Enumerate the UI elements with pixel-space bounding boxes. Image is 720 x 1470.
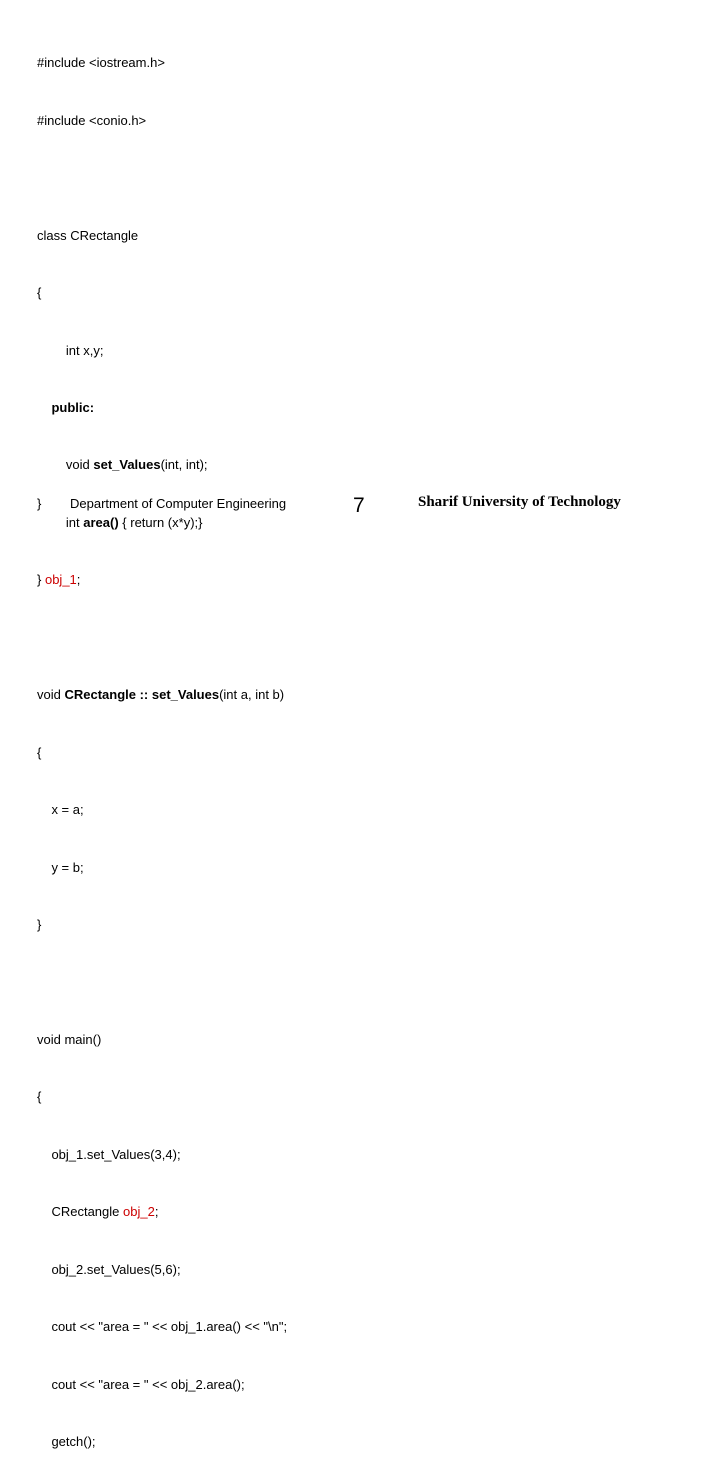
code-line: cout << "area = " << obj_1.area() << "\n"; [37,1319,288,1335]
object-name-highlight: obj_1 [44,572,77,588]
code-line: { [37,744,42,760]
footer-department: Department of Computer Engineering [70,496,287,511]
code-line: obj_2.set_Values(5,6); [37,1261,181,1277]
object-name-highlight: obj_2 [123,1204,155,1220]
code-line: { [37,1089,42,1105]
code-listing [37,15,287,1470]
code-line [37,513,287,532]
code-line: #include <conio.h> [37,112,147,128]
blank-line [37,168,287,187]
code-text: (int, int); [160,457,208,473]
code-line: } [37,917,42,933]
method-name: area() [83,514,119,530]
code-line: getch(); [37,1434,96,1450]
code-line: int x,y; [37,342,104,358]
code-line: void main() [37,1032,102,1048]
code-text: (int a, int b) [219,687,285,703]
code-line: public: [37,400,95,416]
code-text: ; [154,1204,159,1220]
code-text: void [37,687,65,703]
code-text: { return (x*y);} [118,514,203,530]
code-line: x = a; [37,802,84,818]
code-line: y = b; [37,859,84,875]
method-name: set_Values [93,457,161,473]
code-line [37,226,287,245]
code-text: int [37,514,84,530]
code-line: { [37,285,42,301]
code-text: } [37,572,45,588]
class-name: CRectangle [37,1204,123,1220]
code-line [37,455,287,474]
method-name: CRectangle :: set_Values [64,687,220,703]
code-line [37,1202,287,1221]
code-line [37,685,287,704]
code-text: ; [76,572,81,588]
code-line: #include <iostream.h> [37,55,165,71]
code-text: void [37,457,94,473]
closing-brace: } [37,496,42,511]
code-line [37,570,287,589]
blank-line [37,628,287,647]
footer-university: Sharif University of Technology [418,494,621,510]
keyword: class [37,227,71,243]
code-line: obj_1.set_Values(3,4); [37,1146,181,1162]
blank-line [37,973,287,992]
page-number: 7 [353,494,365,517]
code-line: cout << "area = " << obj_2.area(); [37,1376,245,1392]
class-name: CRectangle [70,227,139,243]
